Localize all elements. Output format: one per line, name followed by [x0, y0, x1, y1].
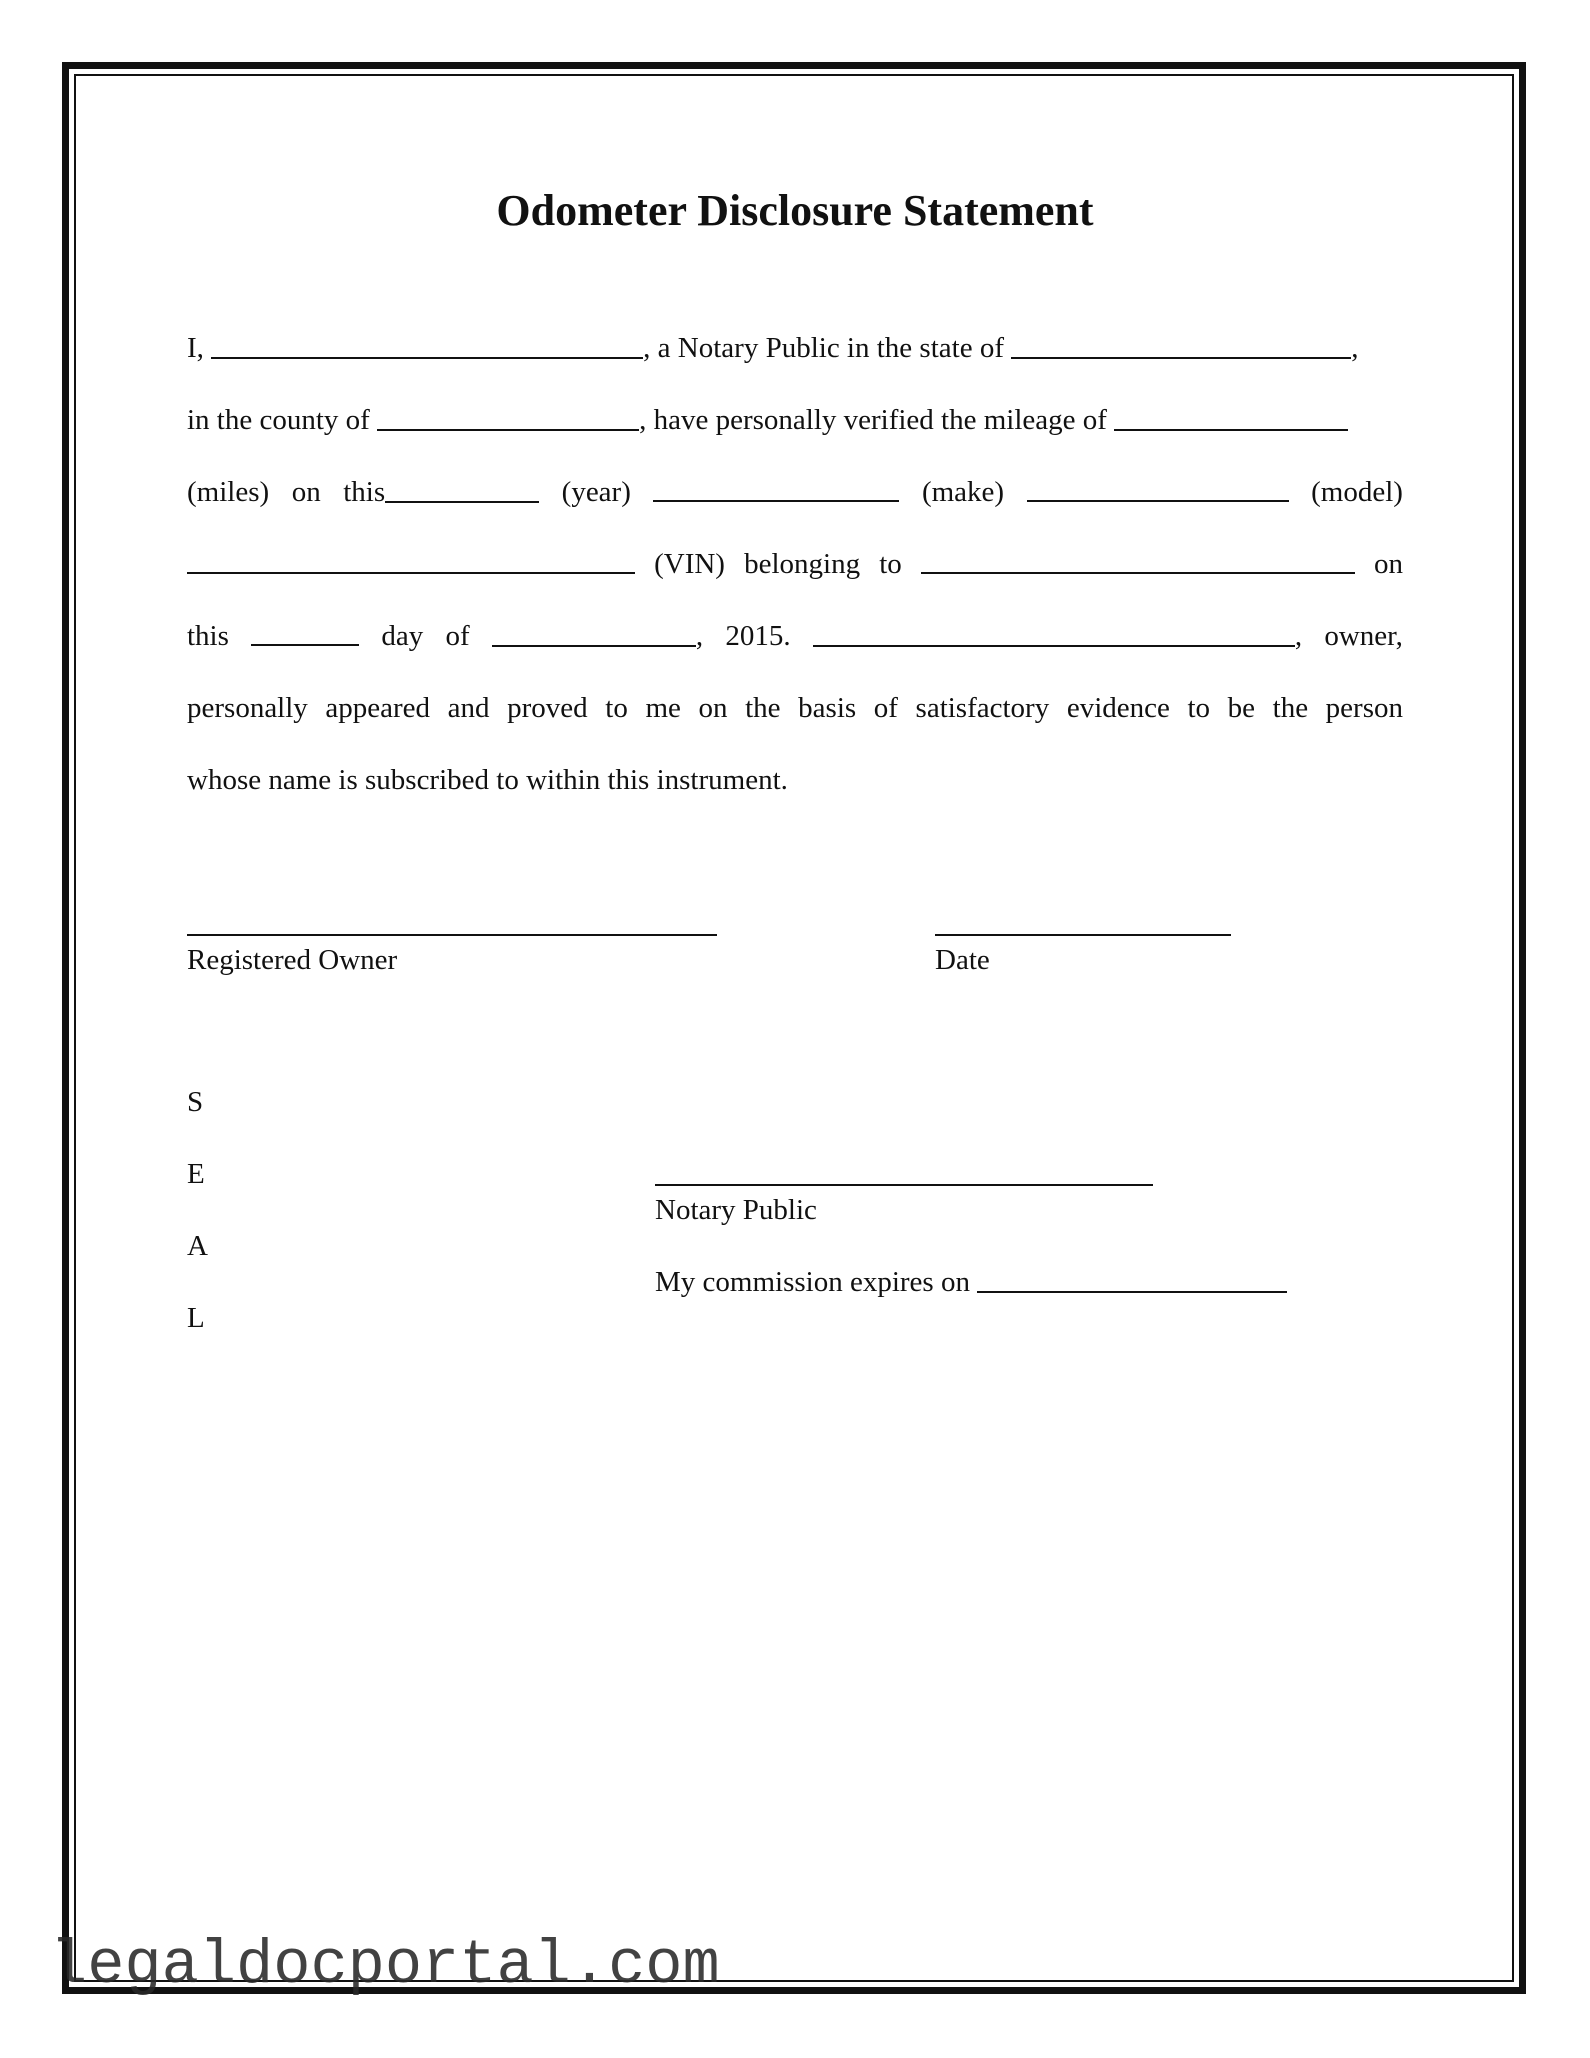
- commission-expiry-line: [655, 1262, 1287, 1302]
- line-word: belonging: [744, 548, 861, 580]
- belonging-to-field[interactable]: [921, 546, 1355, 574]
- line-word: on: [291, 476, 321, 508]
- seal-letter: E: [187, 1158, 205, 1190]
- line-word: ,: [695, 620, 704, 652]
- document-title: Odometer Disclosure Statement: [496, 186, 1094, 235]
- line-word: to: [879, 548, 902, 580]
- line-word: (VIN): [654, 548, 725, 580]
- watermark-text: legaldocportal.com: [50, 1930, 720, 2001]
- line-text: , a Notary Public in the state of: [643, 332, 1004, 364]
- mileage-field[interactable]: [1114, 403, 1348, 431]
- notary-statement-line-4: [187, 544, 1403, 584]
- notary-statement-line-2: [187, 400, 1403, 440]
- notary-public-label: Notary Public: [655, 1194, 817, 1226]
- state-field[interactable]: [1011, 331, 1351, 359]
- seal-letter: S: [187, 1086, 204, 1118]
- line-word: on: [1373, 548, 1403, 580]
- county-field[interactable]: [377, 403, 639, 431]
- line-text: I,: [187, 332, 204, 364]
- line-word: this: [187, 620, 229, 652]
- date-signature-line[interactable]: [935, 934, 1231, 936]
- seal-letter: L: [187, 1302, 205, 1334]
- notary-statement-line-5: [187, 616, 1403, 656]
- date-label: Date: [935, 944, 990, 976]
- line-word: (model): [1311, 476, 1403, 508]
- line-text: , have personally verified the mileage of: [639, 404, 1107, 436]
- line-word: of: [445, 620, 470, 652]
- commission-expiry-field[interactable]: [977, 1265, 1287, 1293]
- line-word: (make): [921, 476, 1005, 508]
- line-text: in the county of: [187, 404, 370, 436]
- month-field[interactable]: [492, 619, 696, 647]
- year-field[interactable]: [385, 475, 539, 503]
- seal-letter: A: [187, 1230, 208, 1262]
- line-word: 2015.: [725, 620, 791, 652]
- notary-signature-line[interactable]: [655, 1184, 1153, 1186]
- owner-name-field[interactable]: [813, 619, 1295, 647]
- line-text: ,: [1351, 332, 1359, 364]
- line-word: (year): [561, 476, 631, 508]
- notary-statement-line-3: [187, 472, 1403, 512]
- model-field[interactable]: [1027, 474, 1289, 502]
- notary-name-field[interactable]: [211, 331, 643, 359]
- vin-field[interactable]: [187, 546, 635, 574]
- line-word: ,: [1294, 620, 1303, 652]
- commission-expiry-label: My commission expires on: [655, 1266, 970, 1298]
- make-field[interactable]: [653, 474, 899, 502]
- notary-statement-line-1: [187, 328, 1403, 368]
- notary-statement-line-7: whose name is subscribed to within this instrument.: [187, 764, 788, 796]
- registered-owner-signature-line[interactable]: [187, 934, 717, 936]
- registered-owner-label: Registered Owner: [187, 944, 398, 976]
- line-word: this: [343, 476, 386, 508]
- line-word: (miles): [187, 476, 270, 508]
- day-field[interactable]: [251, 618, 359, 646]
- line-word: day: [381, 620, 424, 652]
- notary-statement-line-6: personally appeared and proved to me on the basis of satisfactory evidence to be the person: [187, 692, 1403, 724]
- line-word: owner,: [1324, 620, 1403, 652]
